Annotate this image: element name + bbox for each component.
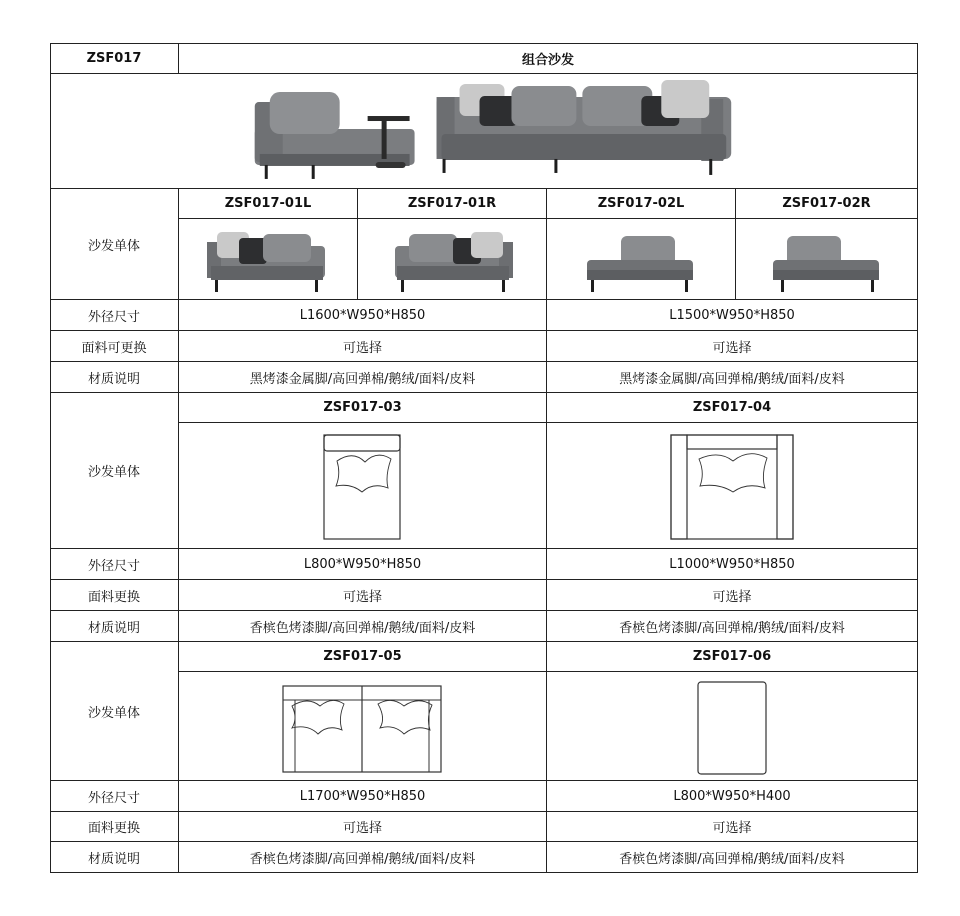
- photo-02l: [547, 219, 736, 300]
- size-3b: L800*W950*H400: [547, 781, 918, 812]
- model-05: ZSF017-05: [179, 642, 547, 672]
- size-2a: L800*W950*H850: [179, 549, 547, 580]
- model-06: ZSF017-06: [547, 642, 918, 672]
- plan-drawing-03: [313, 428, 413, 544]
- plan-drawing-06: [692, 676, 772, 776]
- material-3a: 香槟色烤漆脚/高回弹棉/鹅绒/面料/皮料: [179, 842, 547, 873]
- product-code: ZSF017: [50, 43, 179, 74]
- fabric-label-3: 面料更换: [50, 812, 179, 842]
- sofa-unit-photo-01l: [203, 224, 333, 294]
- plan-drawing-05: [278, 676, 448, 776]
- fabric-3a: 可选择: [179, 812, 547, 842]
- fabric-2a: 可选择: [179, 580, 547, 611]
- material-1b: 黑烤漆金属脚/高回弹棉/鹅绒/面料/皮料: [547, 362, 918, 393]
- fabric-1b: 可选择: [547, 331, 918, 362]
- model-01r: ZSF017-01R: [358, 189, 547, 219]
- material-3b: 香槟色烤漆脚/高回弹棉/鹅绒/面料/皮料: [547, 842, 918, 873]
- size-2b: L1000*W950*H850: [547, 549, 918, 580]
- product-title: 组合沙发: [179, 43, 918, 74]
- size-label-2: 外径尺寸: [50, 549, 179, 580]
- size-1a: L1600*W950*H850: [179, 300, 547, 331]
- drawing-05-cell: [179, 672, 547, 781]
- unit-label-2: 沙发单体: [50, 393, 179, 549]
- large-sofa-photo: [437, 80, 732, 175]
- material-1a: 黑烤漆金属脚/高回弹棉/鹅绒/面料/皮料: [179, 362, 547, 393]
- material-label-3: 材质说明: [50, 842, 179, 873]
- material-label-1: 材质说明: [50, 362, 179, 393]
- sofa-photo: [50, 74, 917, 189]
- size-label-3: 外径尺寸: [50, 781, 179, 812]
- size-3a: L1700*W950*H850: [179, 781, 547, 812]
- drawing-06-cell: [547, 672, 918, 781]
- model-01l: ZSF017-01L: [179, 189, 358, 219]
- material-2b: 香槟色烤漆脚/高回弹棉/鹅绒/面料/皮料: [547, 611, 918, 642]
- photo-02r: [736, 219, 918, 300]
- material-label-2: 材质说明: [50, 611, 179, 642]
- photo-01l: [179, 219, 358, 300]
- photo-01r: [358, 219, 547, 300]
- material-2a: 香槟色烤漆脚/高回弹棉/鹅绒/面料/皮料: [179, 611, 547, 642]
- model-02l: ZSF017-02L: [547, 189, 736, 219]
- unit-label-1: 沙发单体: [50, 189, 179, 300]
- size-label-1: 外径尺寸: [50, 300, 179, 331]
- main-photo-cell: [50, 74, 918, 189]
- fabric-1a: 可选择: [179, 331, 547, 362]
- model-04: ZSF017-04: [547, 393, 918, 423]
- sofa-unit-photo-02r: [767, 224, 887, 294]
- fabric-3b: 可选择: [547, 812, 918, 842]
- fabric-label-1: 面料可更换: [50, 331, 179, 362]
- fabric-2b: 可选择: [547, 580, 918, 611]
- model-03: ZSF017-03: [179, 393, 547, 423]
- fabric-label-2: 面料更换: [50, 580, 179, 611]
- sofa-unit-photo-02l: [581, 224, 701, 294]
- model-02r: ZSF017-02R: [736, 189, 918, 219]
- plan-drawing-04: [667, 428, 797, 544]
- drawing-03-cell: [179, 423, 547, 549]
- size-1b: L1500*W950*H850: [547, 300, 918, 331]
- drawing-04-cell: [547, 423, 918, 549]
- unit-label-3: 沙发单体: [50, 642, 179, 781]
- sofa-unit-photo-01r: [387, 224, 517, 294]
